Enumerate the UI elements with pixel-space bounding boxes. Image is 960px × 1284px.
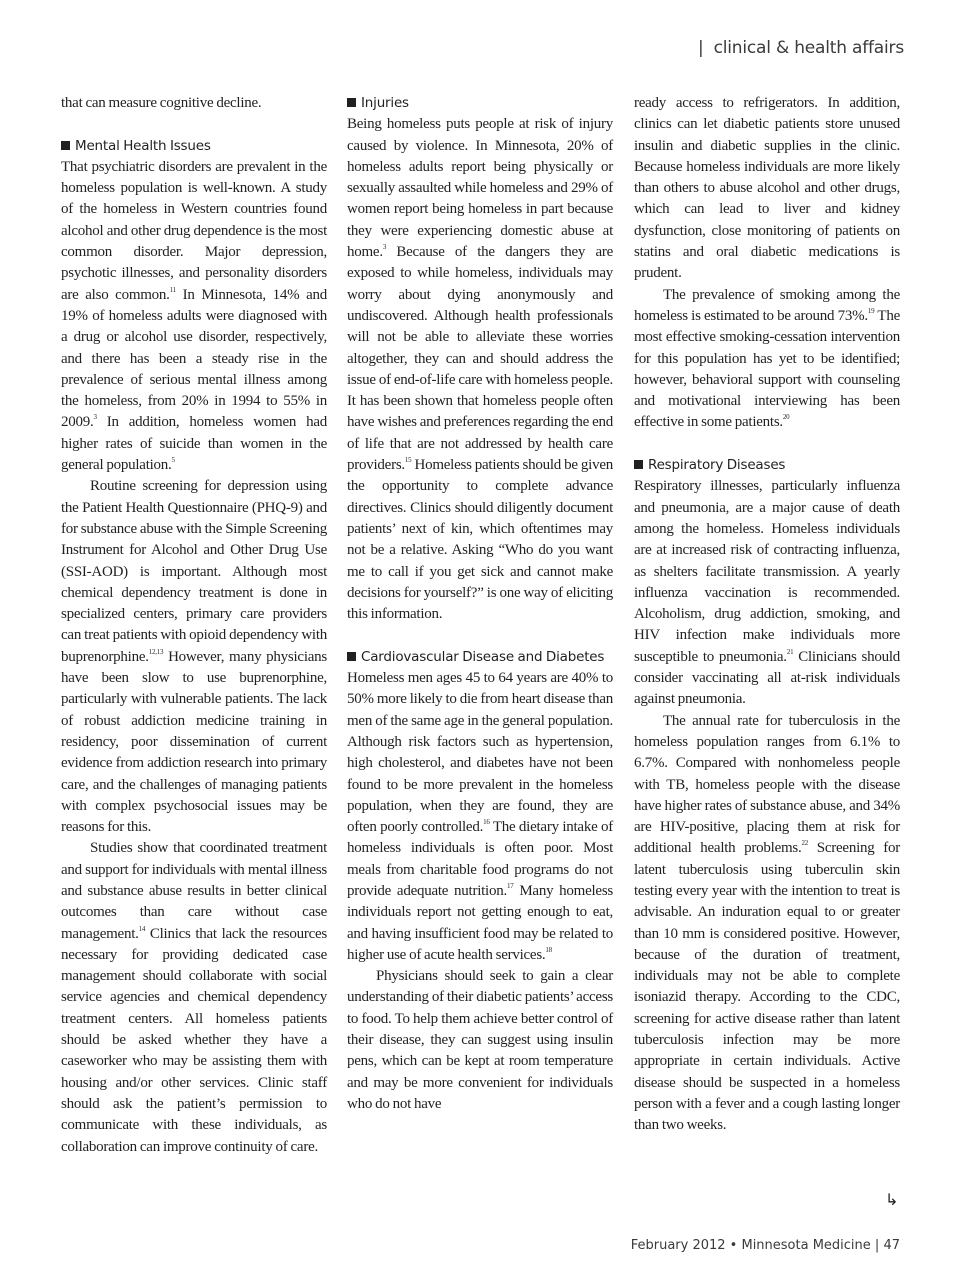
- paragraph-text: That psychiatric disorders are prevalent in the homeless population is well-known. A study of the homeless in Western countries found alcohol and other drug dependence is the most common disorder. Major depression, psychotic illnesses, and personality disorders are also common.: [61, 158, 327, 303]
- paragraph-text: The most effective smoking-cessation intervention for this population has yet to be identified; however, behavioral support with counseling and motivational interviewing has been effective in some patients.: [634, 307, 900, 431]
- body-paragraph: [61, 476, 327, 838]
- square-bullet-icon: [634, 460, 643, 469]
- column-3: [634, 93, 900, 1137]
- footer-divider: |: [874, 1238, 880, 1253]
- paragraph-text: Because of the dangers they are exposed to while homeless, individuals may worry about dying anonymously and undiscovered. Although health professionals will not be able to alleviate these worries altogether, they can and should address the issue of end-of-life care with homeless people. It has been shown that homeless people often have wishes and preferences regarding the end of life that are not addressed by health care providers.: [347, 244, 613, 474]
- citation-superscript: 20: [782, 413, 790, 422]
- body-paragraph: [347, 668, 613, 966]
- body-paragraph: [61, 93, 327, 114]
- section-heading-text: Injuries: [361, 95, 409, 111]
- paragraph-text: Being homeless puts people at risk of injury caused by violence. In Minnesota, 20% of homeless adults report being physically or sexually assaulted while homeless and 29% of women report being homeless in part because they were experiencing domestic abuse at home.: [347, 116, 613, 261]
- paragraph-text: Screening for latent tuberculosis using tuberculin skin testing every year with the intention to treat is advisable. An induration equal to or greater than 10 mm is considered positive. However, because of the duration of treatment, individuals may not be able to complete isoniazid therapy. According to the CDC, screening for active disease rather than latent tuberculosis infection may be more appropriate in certain individuals. Active disease should be suspected in a homeless person with a fever and a cough lasting longer than two weeks.: [634, 840, 900, 1134]
- section-header: [698, 38, 904, 58]
- issue-info: February 2012 • Minnesota Medicine: [630, 1238, 871, 1253]
- square-bullet-icon: [347, 98, 356, 107]
- paragraph-text: However, many physicians have been slow to use buprenorphine, particularly with vulnerable patients. The lack of robust addiction medicine training in residency, poor dissemination of current evidence from addiction research into primary care, and the challenges of managing patients with complex psychosocial issues may be reasons for this.: [61, 648, 327, 836]
- paragraph-text: Homeless men ages 45 to 64 years are 40% to 50% more likely to die from heart disease than men of the same age in the general population. Although risk factors such as hypertension, high cholesterol, and diabetes have not been found to be more prevalent in the homeless population, when they are found, they are often poorly controlled.: [347, 670, 613, 836]
- citation-superscript: 12,13: [148, 647, 164, 656]
- body-paragraph: [347, 114, 613, 625]
- section-heading: [634, 455, 900, 476]
- page-footer: [631, 1238, 900, 1253]
- citation-superscript: 3: [382, 243, 387, 252]
- section-heading: [347, 647, 613, 668]
- paragraph-text: The dietary intake of homeless individuals is often poor. Most meals from charitable food programs do not provide adequate nutrition.: [347, 819, 614, 899]
- citation-superscript: 15: [404, 456, 412, 465]
- citation-superscript: 22: [801, 839, 808, 848]
- section-title: clinical & health affairs: [713, 38, 904, 58]
- paragraph-text: Homeless patients should be given the opportunity to complete advance directives. Clinics should diligently document patients’ next of kin, which oftentimes may not be a relative. Asking “Who do you want me to call if you get sick and cannot make decisions for yourself?” is one way of eliciting this information.: [347, 457, 613, 623]
- section-heading-text: Cardiovascular Disease and Diabetes: [361, 648, 605, 665]
- body-paragraph: [347, 966, 613, 1115]
- citation-superscript: 5: [171, 456, 175, 465]
- paragraph-text: Many homeless individuals report not getting enough to eat, and having insufficient food may be related to higher use of acute health services.: [347, 882, 613, 963]
- paragraph-text: ready access to refrigerators. In addition, clinics can let diabetic patients store unused insulin and diabetic supplies in the clinic. Because homeless individuals are more likely than others to abuse alcohol and other drugs, which can lead to liver and kidney dysfunction, close monitoring of patients on statins and oral diabetic medications is prudent.: [634, 95, 900, 282]
- body-paragraph: [634, 93, 900, 285]
- section-heading-text: Respiratory Diseases: [648, 457, 786, 474]
- paragraph-text: Clinicians should consider vaccinating all at-risk individuals against pneumonia.: [634, 648, 900, 708]
- header-divider: |: [698, 38, 704, 58]
- citation-superscript: 18: [545, 945, 552, 954]
- body-paragraph: [634, 285, 900, 434]
- citation-superscript: 21: [786, 647, 794, 656]
- citation-superscript: 14: [138, 924, 146, 933]
- paragraph-text: Routine screening for depression using the Patient Health Questionnaire (PHQ-9) and for substance abuse with the Simple Screening Instrument for Alcohol and Other Drug Use (SSI-AOD) is important. Although most chemical dependency treatment is done in specialized centers, primary care providers can treat patients with opioid dependency with buprenorphine.: [61, 478, 327, 665]
- paragraph-text: In addition, homeless women had higher rates of suicide than women in the general population.: [61, 414, 327, 474]
- paragraph-text: The annual rate for tuberculosis in the homeless population ranges from 6.1% to 6.7%. Compared with nonhomeless people with TB, homeless people with the disease have higher rates of substance abuse, and 34% are HIV-positive, placing them at risk for additional health problems.: [634, 712, 900, 857]
- paragraph-text: Respiratory illnesses, particularly influenza and pneumonia, are a major cause of death among the homeless. Homeless individuals are at increased risk of contracting influenza, as shelters facilitate transmission. A yearly influenza vaccination is recommended. Alcoholism, drug addiction, smoking, and HIV infection make individuals more susceptible to pneumonia.: [634, 478, 900, 665]
- column-2: [347, 93, 613, 1115]
- citation-superscript: 17: [506, 881, 514, 890]
- paragraph-text: Studies show that coordinated treatment and support for individuals with mental illness and substance abuse results in better clinical outcomes than care without case management.: [61, 840, 327, 942]
- continue-arrow-icon: ↳: [885, 1190, 899, 1209]
- paragraph-text: Clinics that lack the resources necessary for providing dedicated case management should collaborate with social service agencies and chemical dependency treatment centers. All homeless patients should be asked whether they have a caseworker who may be assisting them with housing and/or other services. Clinic staff should ask the patient’s permission to communicate with these individuals, as collaboration can improve continuity of care.: [61, 925, 327, 1155]
- paragraph-text: Physicians should seek to gain a clear understanding of their diabetic patients’ access to food. To help them achieve better control of their disease, they can suggest using insulin pens, which can be kept at room temperature and may be more convenient for individuals who do not have: [347, 968, 613, 1112]
- paragraph-text: In Minnesota, 14% and 19% of homeless adults were diagnosed with a drug or alcohol use disorder, respectively, and there has been a steady rise in the prevalence of serious mental illness among the homeless, from 20% in 1994 to 55% in 2009.: [61, 286, 327, 431]
- citation-superscript: 11: [169, 285, 176, 294]
- citation-superscript: 3: [93, 413, 97, 422]
- body-paragraph: [634, 476, 900, 710]
- citation-superscript: 16: [483, 818, 490, 827]
- section-heading: [61, 136, 327, 157]
- paragraph-text: The prevalence of smoking among the homeless is estimated to be around 73%.: [634, 286, 900, 324]
- body-paragraph: [61, 157, 327, 476]
- square-bullet-icon: [61, 141, 70, 150]
- body-paragraph: [61, 838, 327, 1157]
- column-1: [61, 93, 327, 1158]
- section-heading: [347, 93, 613, 114]
- section-heading-text: Mental Health Issues: [75, 137, 211, 154]
- citation-superscript: 19: [867, 306, 875, 315]
- square-bullet-icon: [347, 652, 356, 661]
- page-number: 47: [883, 1238, 900, 1253]
- body-paragraph: [634, 711, 900, 1137]
- paragraph-text: that can measure cognitive decline.: [61, 95, 262, 111]
